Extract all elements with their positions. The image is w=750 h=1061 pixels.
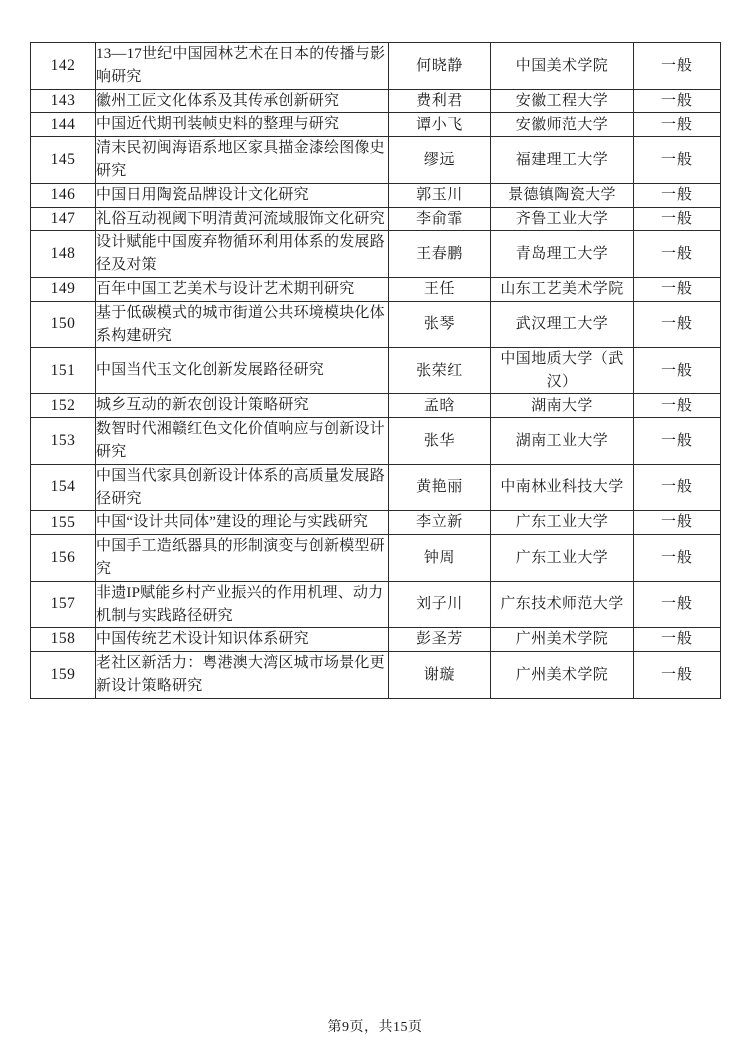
cell-project-title: 中国手工造纸器具的形制演变与创新模型研究 xyxy=(96,535,389,582)
table-row xyxy=(31,394,721,418)
cell-institution: 广州美术学院 xyxy=(491,652,634,699)
table-row xyxy=(31,207,721,231)
cell-institution: 安徽工程大学 xyxy=(491,89,634,113)
table-row xyxy=(31,418,721,465)
cell-category: 一般 xyxy=(634,231,721,278)
table-row xyxy=(31,628,721,652)
table-row xyxy=(31,348,721,394)
table-row xyxy=(31,183,721,207)
cell-applicant-name: 张华 xyxy=(389,418,491,465)
cell-institution: 青岛理工大学 xyxy=(491,231,634,278)
cell-project-title: 中国当代家具创新设计体系的高质量发展路径研究 xyxy=(96,464,389,511)
table-row xyxy=(31,581,721,628)
table-row xyxy=(31,137,721,184)
table-row xyxy=(31,89,721,113)
cell-index: 143 xyxy=(31,89,96,113)
cell-index: 155 xyxy=(31,511,96,535)
table-row xyxy=(31,277,721,301)
cell-category: 一般 xyxy=(634,137,721,184)
table-row xyxy=(31,231,721,278)
cell-institution: 广东工业大学 xyxy=(491,511,634,535)
cell-category: 一般 xyxy=(634,652,721,699)
cell-index: 142 xyxy=(31,43,96,90)
cell-project-title: 中国传统艺术设计知识体系研究 xyxy=(96,628,389,652)
cell-index: 152 xyxy=(31,394,96,418)
cell-category: 一般 xyxy=(634,89,721,113)
cell-applicant-name: 何晓静 xyxy=(389,43,491,90)
cell-applicant-name: 张荣红 xyxy=(389,348,491,394)
cell-institution: 武汉理工大学 xyxy=(491,301,634,348)
cell-project-title: 中国当代玉文化创新发展路径研究 xyxy=(96,348,389,394)
cell-project-title: 徽州工匠文化体系及其传承创新研究 xyxy=(96,89,389,113)
cell-project-title: 数智时代湘赣红色文化价值响应与创新设计研究 xyxy=(96,418,389,465)
cell-applicant-name: 王任 xyxy=(389,277,491,301)
cell-applicant-name: 郭玉川 xyxy=(389,183,491,207)
cell-institution: 广州美术学院 xyxy=(491,628,634,652)
cell-index: 159 xyxy=(31,652,96,699)
table-row xyxy=(31,652,721,699)
cell-index: 146 xyxy=(31,183,96,207)
cell-institution: 中国地质大学（武汉） xyxy=(491,348,634,394)
cell-project-title: 基于低碳模式的城市街道公共环境模块化体系构建研究 xyxy=(96,301,389,348)
cell-applicant-name: 孟晗 xyxy=(389,394,491,418)
cell-applicant-name: 钟周 xyxy=(389,535,491,582)
table-row xyxy=(31,301,721,348)
project-list-table-body xyxy=(31,43,721,699)
cell-institution: 中国美术学院 xyxy=(491,43,634,90)
cell-applicant-name: 李俞霏 xyxy=(389,207,491,231)
project-list-table-container xyxy=(30,42,720,699)
cell-project-title: 中国日用陶瓷品牌设计文化研究 xyxy=(96,183,389,207)
table-row xyxy=(31,535,721,582)
cell-project-title: 礼俗互动视阈下明清黄河流域服饰文化研究 xyxy=(96,207,389,231)
cell-applicant-name: 李立新 xyxy=(389,511,491,535)
cell-category: 一般 xyxy=(634,511,721,535)
cell-category: 一般 xyxy=(634,113,721,137)
cell-index: 151 xyxy=(31,348,96,394)
cell-index: 150 xyxy=(31,301,96,348)
cell-index: 158 xyxy=(31,628,96,652)
cell-category: 一般 xyxy=(634,277,721,301)
cell-applicant-name: 张琴 xyxy=(389,301,491,348)
cell-index: 153 xyxy=(31,418,96,465)
page-footer: 第9页，共15页 xyxy=(327,1020,423,1035)
cell-project-title: 非遗IP赋能乡村产业振兴的作用机理、动力机制与实践路径研究 xyxy=(96,581,389,628)
cell-category: 一般 xyxy=(634,464,721,511)
cell-index: 145 xyxy=(31,137,96,184)
cell-institution: 湖南工业大学 xyxy=(491,418,634,465)
cell-index: 149 xyxy=(31,277,96,301)
cell-index: 148 xyxy=(31,231,96,278)
cell-project-title: 13—17世纪中国园林艺术在日本的传播与影响研究 xyxy=(96,43,389,90)
cell-category: 一般 xyxy=(634,418,721,465)
cell-index: 147 xyxy=(31,207,96,231)
cell-index: 154 xyxy=(31,464,96,511)
cell-applicant-name: 谢璇 xyxy=(389,652,491,699)
cell-institution: 景德镇陶瓷大学 xyxy=(491,183,634,207)
cell-project-title: 设计赋能中国废弃物循环利用体系的发展路径及对策 xyxy=(96,231,389,278)
cell-project-title: 清末民初闽海语系地区家具描金漆绘图像史研究 xyxy=(96,137,389,184)
cell-applicant-name: 彭圣芳 xyxy=(389,628,491,652)
cell-applicant-name: 缪远 xyxy=(389,137,491,184)
cell-institution: 齐鲁工业大学 xyxy=(491,207,634,231)
cell-institution: 广东技术师范大学 xyxy=(491,581,634,628)
cell-applicant-name: 谭小飞 xyxy=(389,113,491,137)
cell-institution: 安徽师范大学 xyxy=(491,113,634,137)
table-row xyxy=(31,43,721,90)
cell-applicant-name: 王春鹏 xyxy=(389,231,491,278)
cell-institution: 中南林业科技大学 xyxy=(491,464,634,511)
cell-project-title: 百年中国工艺美术与设计艺术期刊研究 xyxy=(96,277,389,301)
cell-category: 一般 xyxy=(634,43,721,90)
cell-applicant-name: 黄艳丽 xyxy=(389,464,491,511)
cell-category: 一般 xyxy=(634,628,721,652)
cell-category: 一般 xyxy=(634,301,721,348)
table-row xyxy=(31,113,721,137)
cell-institution: 山东工艺美术学院 xyxy=(491,277,634,301)
cell-institution: 湖南大学 xyxy=(491,394,634,418)
cell-category: 一般 xyxy=(634,394,721,418)
cell-project-title: 城乡互动的新农创设计策略研究 xyxy=(96,394,389,418)
table-row xyxy=(31,511,721,535)
cell-index: 144 xyxy=(31,113,96,137)
cell-project-title: 中国近代期刊装帧史料的整理与研究 xyxy=(96,113,389,137)
cell-index: 156 xyxy=(31,535,96,582)
cell-category: 一般 xyxy=(634,183,721,207)
project-list-table xyxy=(30,42,721,699)
cell-project-title: 中国“设计共同体”建设的理论与实践研究 xyxy=(96,511,389,535)
cell-index: 157 xyxy=(31,581,96,628)
cell-category: 一般 xyxy=(634,207,721,231)
cell-institution: 广东工业大学 xyxy=(491,535,634,582)
cell-applicant-name: 刘子川 xyxy=(389,581,491,628)
cell-institution: 福建理工大学 xyxy=(491,137,634,184)
cell-category: 一般 xyxy=(634,348,721,394)
cell-category: 一般 xyxy=(634,581,721,628)
cell-category: 一般 xyxy=(634,535,721,582)
cell-applicant-name: 费利君 xyxy=(389,89,491,113)
table-row xyxy=(31,464,721,511)
cell-project-title: 老社区新活力：粤港澳大湾区城市场景化更新设计策略研究 xyxy=(96,652,389,699)
